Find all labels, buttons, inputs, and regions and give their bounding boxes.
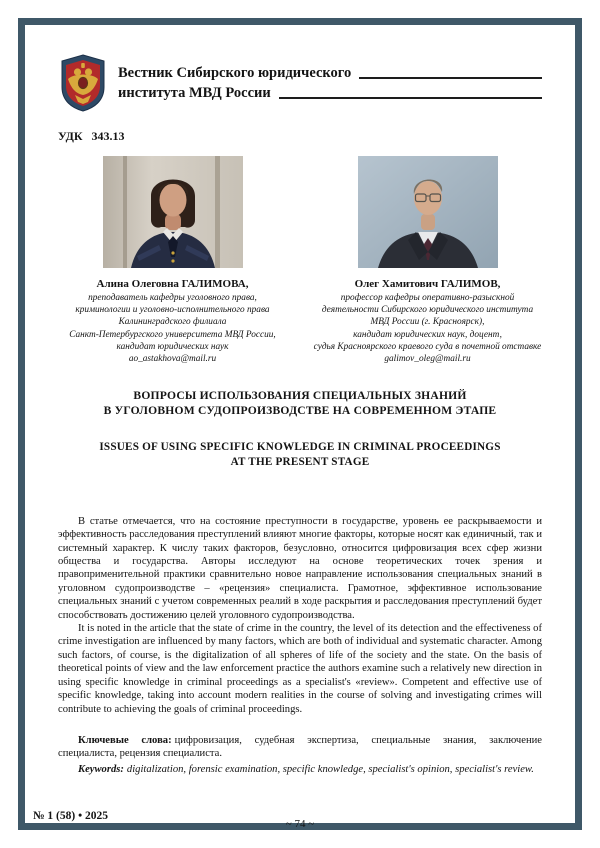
author-name: Олег Хамитович ГАЛИМОВ, (354, 278, 501, 290)
authors-section (58, 156, 542, 365)
author-email: ao_astakhova@mail.ru (128, 354, 217, 365)
author-name: Алина Олеговна ГАЛИМОВА, (96, 278, 249, 290)
journal-name (118, 63, 542, 103)
keywords-en-label: Keywords: (78, 763, 124, 775)
author-affiliation: преподаватель кафедры уголовного права, криминологии и уголовно-исполнительного права Калининградского филиала Санкт-Петербургского университета МВД России, кандидат юридических наук (69, 293, 276, 352)
author-left (58, 156, 287, 365)
page-content (25, 25, 575, 823)
keywords-ru-label: Ключевые слова: (78, 734, 172, 746)
abstract-en: It is noted in the article that the state of crime in the country, the level of its detection and the effectiveness of crime investigation are influenced by many factors, which are both of individual and systematic character. Among such factors, of course, is the digitalization of all spheres of life of the society and the state. On the basis of theoretical points of view and the law enforcement practice the authors examine such a relatively new direction in using specific knowledge in criminal proceedings as a specialist's «review». Competent and effective use of specific knowledge, taking into account modern realities in the course of solving and investigating crimes will contribute to achieving the goals of criminal proceedings. (58, 623, 542, 715)
issue-number: № 1 (58) • 2025 (33, 810, 108, 822)
article-title-ru: ВОПРОСЫ ИСПОЛЬЗОВАНИЯ СПЕЦИАЛЬНЫХ ЗНАНИЙ В УГОЛОВНОМ СУДОПРОИЗВОДСТВЕ НА СОВРЕМЕННОМ ЭТАПЕ (103, 389, 497, 417)
header-rule (279, 97, 542, 99)
author-email: galimov_oleg@mail.ru (384, 354, 471, 365)
udk-number: УДК 343.13 (58, 129, 125, 143)
journal-header (58, 53, 542, 113)
keywords-en-text: digitalization, forensic examination, specific knowledge, specialist's opinion, specialist's review. (126, 763, 534, 775)
keywords-en (58, 763, 542, 776)
header-rule (359, 77, 542, 79)
author-affiliation: профессор кафедры оперативно-разыскной деятельности Сибирского юридического института МВД России (г. Красноярск), кандидат юридических наук, доцент, судья Красноярского краевого суда в почетной отставке (313, 293, 542, 352)
abstract-section (58, 515, 542, 716)
mvd-emblem-icon (58, 53, 108, 113)
author-photo-right (358, 156, 498, 268)
journal-name-line1: Вестник Сибирского юридического (118, 65, 352, 81)
article-title-en: ISSUES OF USING SPECIFIC KNOWLEDGE IN CRIMINAL PROCEEDINGS AT THE PRESENT STAGE (99, 441, 501, 468)
keywords-ru-text: цифровизация, судебная экспертиза, специальные знания, заключение специалиста, рецензия специалиста. (58, 734, 543, 759)
author-right (313, 156, 542, 365)
author-photo-left (103, 156, 243, 268)
page-number: ~ 74 ~ (285, 818, 315, 830)
journal-name-line2: института МВД России (118, 85, 271, 101)
keywords-ru (58, 734, 542, 760)
abstract-ru: В статье отмечается, что на состояние преступности в государстве, уровень ее раскрываемости и эффективность расследования преступлений влияют многие факторы, которые носят как единичный, так и системный характер. К числу таких факторов, безусловно, относится цифровизация всех сфер жизни общества и государства. Авторы исследуют на основе теоретических точек зрения и правоприменительной практики сравнительно новое направление использования специальных знаний в уголовном судопроизводстве – «рецензия» специалиста. Грамотное, эффективное использование специальных знаний с учетом современных реалий в ходе раскрытия и расследования преступлений будет способствовать достижению целей уголовного судопроизводства. (58, 515, 543, 621)
